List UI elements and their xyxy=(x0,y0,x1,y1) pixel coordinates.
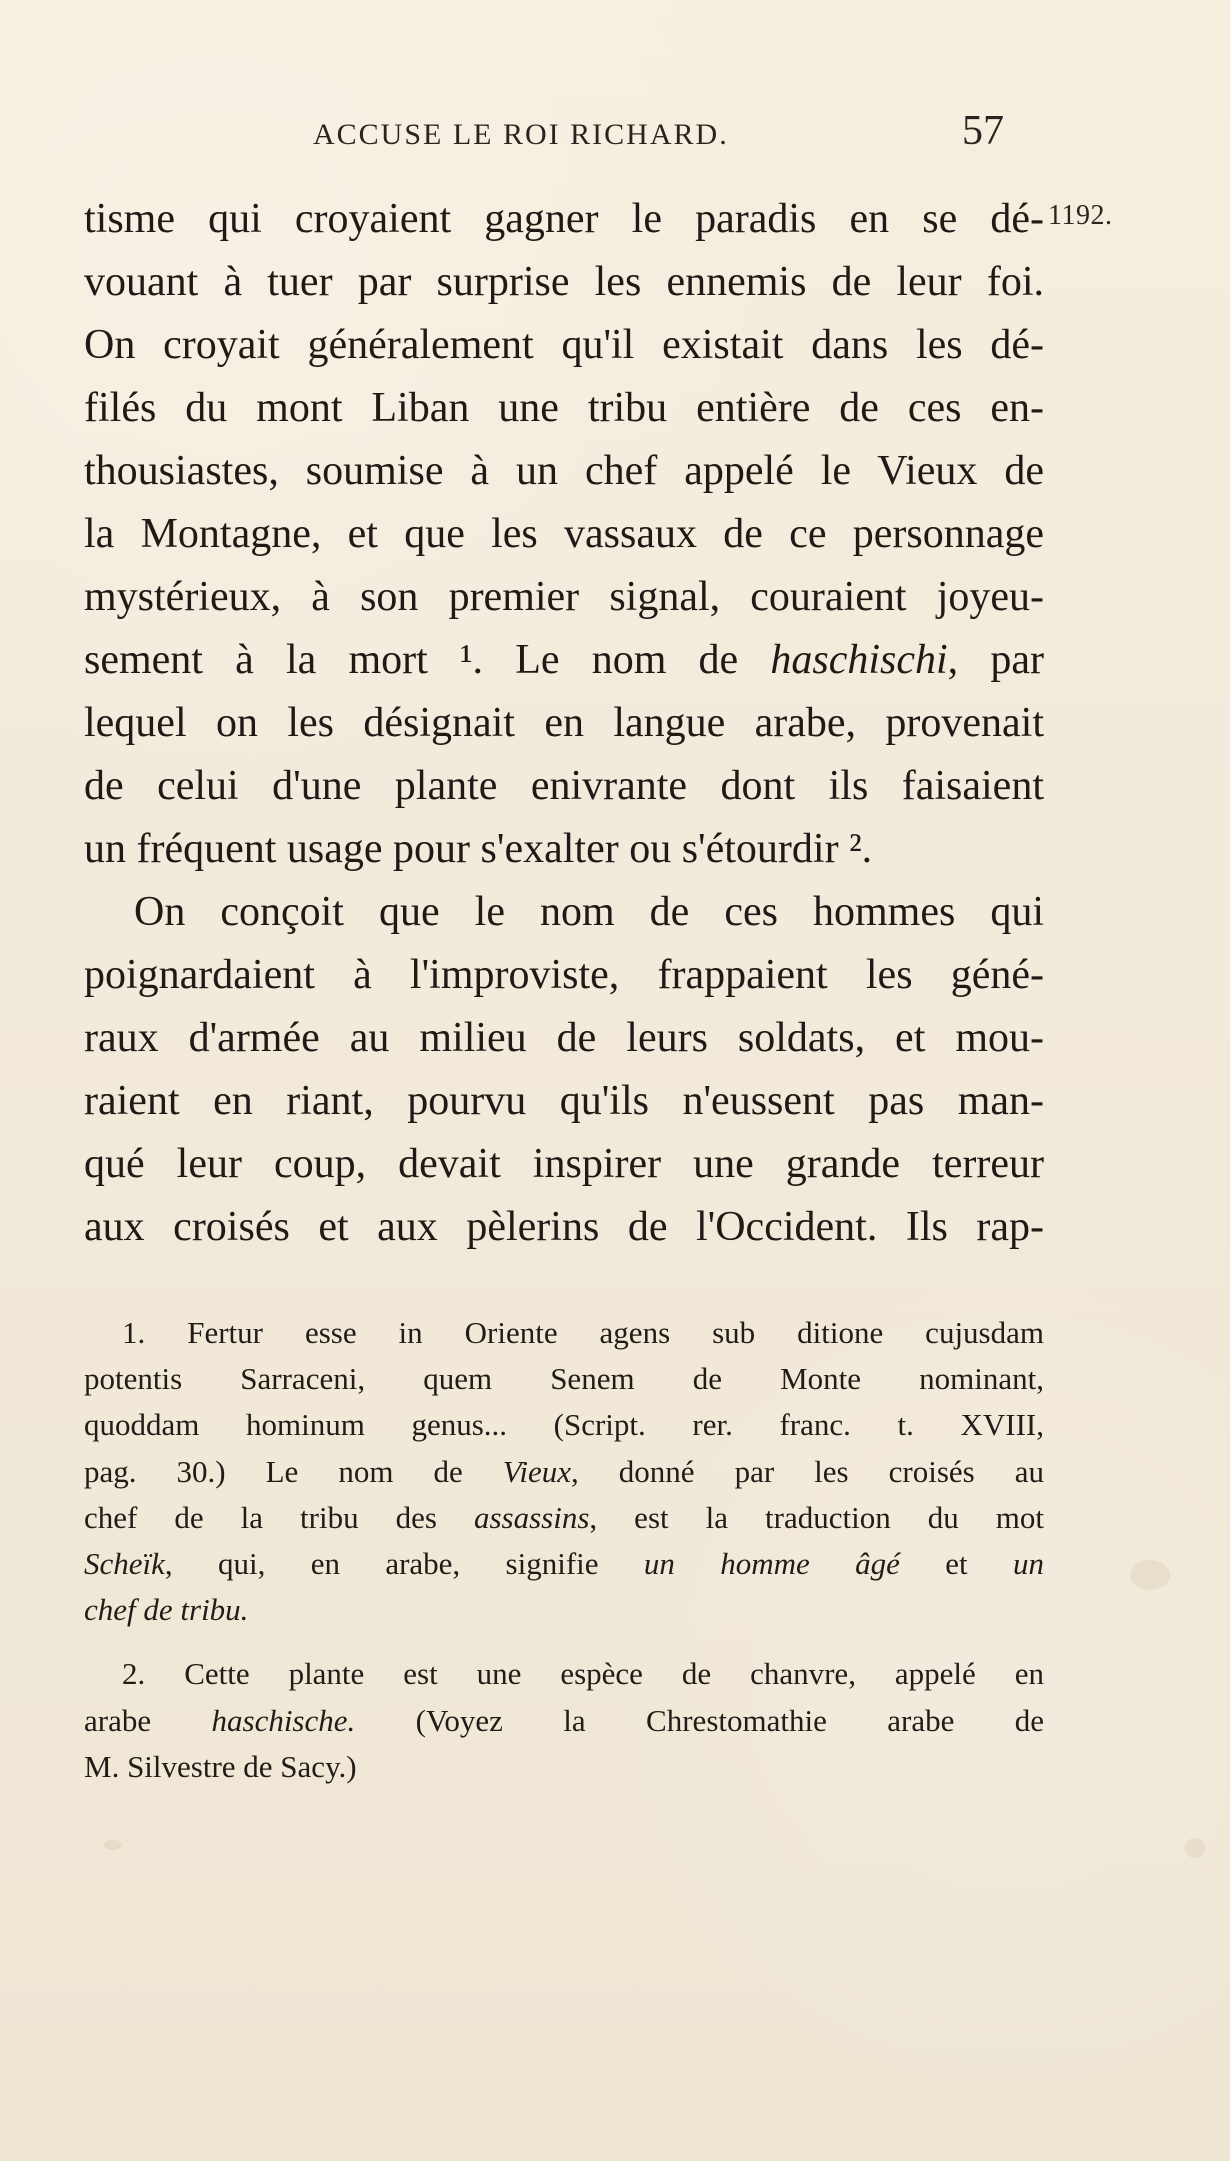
body-line: On croyait généralement qu'il existait dans les dé- xyxy=(84,322,1044,368)
body-line: un fréquent usage pour s'exalter ou s'étourdir ². xyxy=(84,826,873,872)
footnote-line: chef de tribu. xyxy=(84,1592,249,1628)
paper-stain xyxy=(1185,1838,1205,1858)
footnote-line-italic: un homme âgé xyxy=(643,1546,900,1582)
body-line: poignardaient à l'improviste, frappaient les géné- xyxy=(84,952,1044,998)
footnote-line-middle: et xyxy=(899,1546,1013,1582)
body-line: la Montagne, et que les vassaux de ce personnage xyxy=(84,511,1044,557)
footnote-line-with-italic xyxy=(84,1449,1044,1495)
margin-year: 1192. xyxy=(1048,200,1113,231)
footnote-spacer xyxy=(84,1633,1044,1651)
body-line: mystérieux, à son premier signal, couraient joyeu- xyxy=(84,574,1044,620)
body-line-with-italic xyxy=(84,629,1044,692)
footnote-line-with-italic xyxy=(84,1541,1044,1587)
running-head xyxy=(0,108,1230,180)
running-title: ACCUSE LE ROI RICHARD. xyxy=(313,118,729,151)
paper-stain xyxy=(104,1840,122,1850)
body-line: raux d'armée au milieu de leurs soldats, et mou- xyxy=(84,1015,1044,1061)
body-line: tisme qui croyaient gagner le paradis en se dé- xyxy=(84,196,1044,242)
body-line-suffix: , par xyxy=(947,637,1044,683)
body-line: thousiastes, soumise à un chef appelé le Vieux de xyxy=(84,448,1044,494)
body-line-italic: haschischi xyxy=(770,637,948,683)
footnote-line-prefix: pag. 30.) Le nom de xyxy=(84,1453,503,1489)
footnote-line-italic: Scheïk xyxy=(84,1546,165,1582)
footnote-line-middle: , qui, en arabe, signifie xyxy=(164,1546,644,1582)
body-line: lequel on les désignait en langue arabe, provenait xyxy=(84,700,1044,746)
footnote-line-italic: haschische. xyxy=(211,1702,356,1738)
body-line: filés du mont Liban une tribu entière de ces en- xyxy=(84,385,1044,431)
footnote-line-suffix: , donné par les croisés au xyxy=(571,1453,1044,1489)
footnote-line: quoddam hominum genus... (Script. rer. franc. t. XVIII, xyxy=(84,1407,1044,1443)
footnote-line-prefix: chef de la tribu des xyxy=(84,1499,474,1535)
footnote-line-italic: un xyxy=(1013,1546,1044,1582)
main-text xyxy=(84,188,1044,1259)
footnote-line-italic: Vieux xyxy=(502,1453,572,1489)
footnote-line: potentis Sarraceni, quem Senem de Monte nominant, xyxy=(84,1361,1044,1397)
footnote-line: M. Silvestre de Sacy.) xyxy=(84,1748,357,1784)
footnote-line-prefix: arabe xyxy=(84,1702,212,1738)
body-line: raient en riant, pourvu qu'ils n'eussent pas man- xyxy=(84,1078,1044,1124)
footnote-line: 2. Cette plante est une espèce de chanvre, appelé en xyxy=(122,1656,1044,1692)
footnote-line-italic: assassins xyxy=(473,1499,590,1535)
body-line: On conçoit que le nom de ces hommes qui xyxy=(134,889,1044,935)
footnote-line-with-italic xyxy=(84,1495,1044,1541)
body-line: vouant à tuer par surprise les ennemis de leur foi. xyxy=(84,259,1044,305)
body-line: qué leur coup, devait inspirer une grande terreur xyxy=(84,1141,1044,1187)
footnotes xyxy=(84,1310,1044,1790)
footnote-line-with-italic xyxy=(84,1698,1044,1744)
page-number: 57 xyxy=(962,108,1004,154)
footnote-line: 1. Fertur esse in Oriente agens sub ditione cujusdam xyxy=(122,1315,1044,1350)
paper-stain xyxy=(1130,1560,1170,1590)
body-line: aux croisés et aux pèlerins de l'Occident. Ils rap- xyxy=(84,1204,1044,1250)
body-line: de celui d'une plante enivrante dont ils faisaient xyxy=(84,763,1044,809)
footnote-line-suffix: , est la traduction du mot xyxy=(589,1499,1044,1535)
body-line-prefix: sement à la mort ¹. Le nom de xyxy=(84,637,771,683)
footnote-line-suffix: (Voyez la Chrestomathie arabe de xyxy=(355,1702,1044,1738)
